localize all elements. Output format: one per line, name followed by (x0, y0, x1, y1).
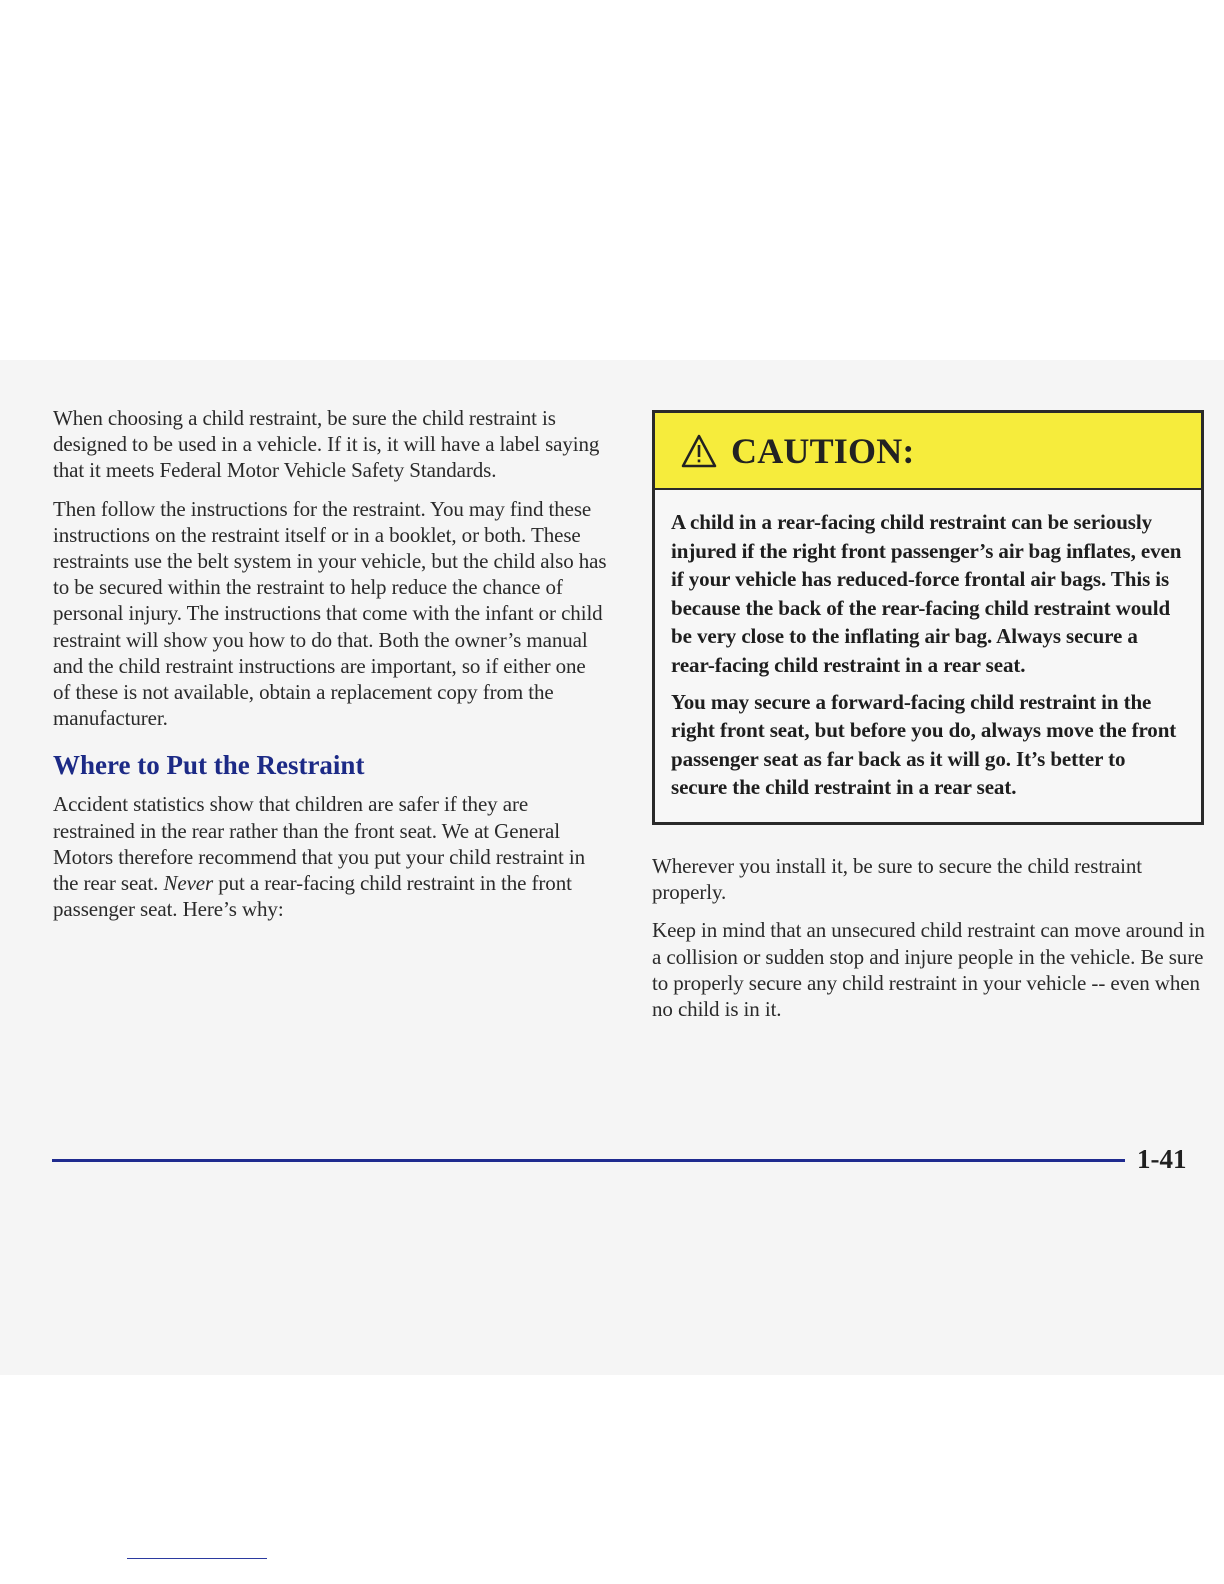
page-number: 1-41 (1137, 1144, 1187, 1174)
unsecured-restraint-paragraph: Keep in mind that an unsecured child restraint can move around in a collision or sudden stop and injure people in the vehicle. Be sure to properly secure any child restraint in your vehicle -- even when no child is in it. (652, 918, 1205, 1021)
intro-paragraph: When choosing a child restraint, be sure the child restraint is designed to be used in a vehicle. If it is, it will have a label saying that it meets Federal Motor Vehicle Safety Standards. (53, 406, 600, 483)
after-caution-text (652, 853, 1210, 1022)
install-properly-paragraph: Wherever you install it, be sure to secure the child restraint properly. (652, 853, 1143, 905)
statistics-text-start: Accident statistics show that children are safer if they are restrained in the rear rather than the front seat. We at General Motors therefore recommend that you put your child restraint in the rear seat. (53, 792, 585, 896)
instructions-paragraph: Then follow the instructions for the restraint. You may find these instructions on the restraint itself or in a booklet, or both. These restraints use the belt system in your vehicle, but the child also has to be secured within the restraint to help reduce the chance of personal injury. The instructions that come with the infant or child restraint will show you how to do that. Both the owner’s manual and the child restraint instructions are important, so if either one of these is not available, obtain a replacement copy from the manufacturer. (53, 496, 607, 731)
caution-paragraph-rear-facing: A child in a rear-facing child restraint can be seriously injured if the right front passenger’s air bag inflates, even if your vehicle has reduced-force frontal air bags. This is because the back of the rear-facing child restraint would be very close to the inflating air bag. Always secure a rear-facing child restraint in a rear seat. (671, 510, 1182, 677)
caution-paragraph-forward-facing: You may secure a forward-facing child restraint in the right front seat, but before you do, always move the front passenger seat as far back as it will go. It’s better to secure the child restraint in a rear seat. (671, 689, 1177, 800)
left-column (53, 405, 608, 934)
footer-rule (52, 1159, 1125, 1162)
never-emphasis: Never (163, 871, 214, 896)
warning-triangle-icon (681, 434, 717, 468)
divider-line (127, 1558, 267, 1559)
accident-statistics-paragraph (53, 791, 608, 922)
right-column (652, 410, 1210, 1034)
caution-header (655, 413, 1201, 490)
caution-body (655, 490, 1201, 822)
caution-box (652, 410, 1204, 825)
caution-title: CAUTION: (731, 430, 915, 471)
section-heading: Where to Put the Restraint (53, 750, 365, 781)
statistics-text-end: put a rear-facing child restraint in the front passenger seat. Here’s why: (53, 871, 572, 922)
